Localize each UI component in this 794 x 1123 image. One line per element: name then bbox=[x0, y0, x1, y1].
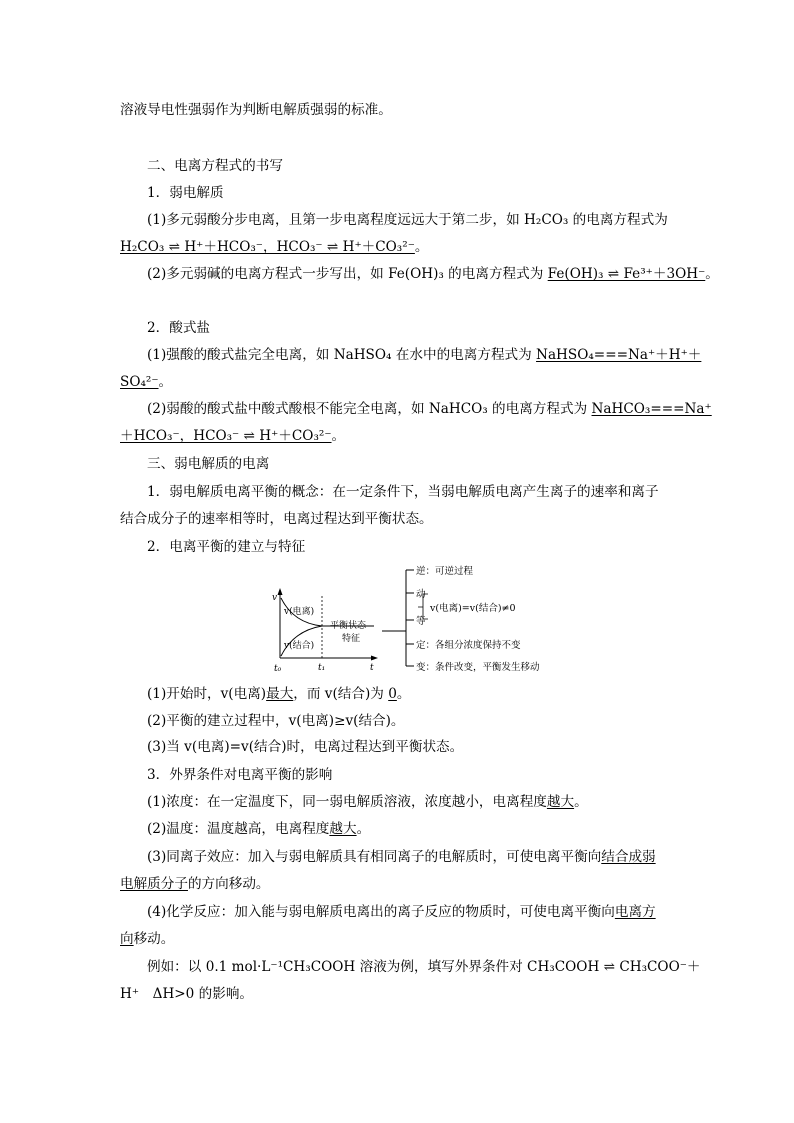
feature-fixed: 定：各组分浓度保持不变 bbox=[416, 640, 521, 651]
polyacid-equation: H₂CO₃ ⇌ H⁺＋HCO₃⁻，HCO₃⁻ ⇌ H⁺＋CO₃²⁻ bbox=[120, 239, 415, 255]
equilibrium-concept-a: 1．弱电解质电离平衡的概念：在一定条件下，当弱电解质电离产生离子的速率和离子 bbox=[147, 484, 659, 500]
acid-salt-title: 2．酸式盐 bbox=[147, 320, 211, 336]
q1-text-a: (1)开始时，v(电离) bbox=[147, 686, 267, 702]
feature-reversible: 逆：可逆过程 bbox=[416, 566, 474, 577]
c3-text-a: (3)同离子效应：加入与弱电解质具有相同离子的电解质时，可使电离平衡向 bbox=[147, 849, 602, 865]
equilibrium-diagram bbox=[270, 558, 560, 682]
nahso4-period: 。 bbox=[158, 374, 173, 390]
nahco3-equation-a: NaHCO₃===Na⁺ bbox=[591, 401, 712, 417]
q1-answer-zero: 0 bbox=[388, 686, 397, 702]
example-line: 例如：以 0.1 mol·L⁻¹CH₃COOH 溶液为例，填写外界条件对 CH₃COOH ⇌ CH₃COO⁻＋ bbox=[147, 959, 701, 975]
nahco3-equation-b: ＋HCO₃⁻，HCO₃⁻ ⇌ H⁺＋CO₃²⁻ bbox=[120, 428, 332, 444]
strong-acid-salt-text: (1)强酸的酸式盐完全电离，如 NaHSO₄ 在水中的电离方程式为 bbox=[147, 347, 537, 363]
c4-text-a: (4)化学反应：加入能与弱电解质电离出的离子反应的物质时，可使电离平衡向 bbox=[147, 904, 615, 920]
c4-answer-a: 电离方 bbox=[614, 904, 656, 920]
c1-text-a: (1)浓度：在一定温度下，同一弱电解质溶液，浓度越小，电离程度 bbox=[147, 794, 547, 810]
polyacid-equation-line bbox=[120, 237, 428, 257]
c2-answer: 越大 bbox=[329, 821, 357, 837]
c3-answer-a: 结合成弱 bbox=[601, 849, 656, 865]
c4-text-d: 移动。 bbox=[133, 931, 175, 947]
q1-answer-max: 最大 bbox=[266, 686, 294, 702]
c3-answer-b: 电解质分子 bbox=[120, 876, 188, 892]
x-axis-arrow bbox=[371, 656, 378, 661]
external-conditions-title: 3．外界条件对电离平衡的影响 bbox=[147, 767, 333, 783]
q1-period: 。 bbox=[396, 686, 411, 702]
c3-line-2 bbox=[120, 874, 270, 894]
ionization-curve-label: v(电离) bbox=[284, 607, 315, 617]
polybase-line bbox=[147, 264, 719, 284]
x-axis-label: t bbox=[370, 663, 374, 673]
polybase-text: (2)多元弱碱的电离方程式一步写出，如 Fe(OH)₃ 的电离方程式为 bbox=[147, 266, 548, 282]
nahso4-equation-a: NaHSO₄===Na⁺＋H⁺＋ bbox=[536, 347, 702, 363]
nahco3-period: 。 bbox=[331, 428, 346, 444]
c2-text-a: (2)温度：温度越高，电离程度 bbox=[147, 821, 330, 837]
c4-line bbox=[147, 902, 656, 922]
c2-period: 。 bbox=[356, 821, 371, 837]
c1-period: 。 bbox=[574, 794, 588, 810]
c3-line bbox=[147, 847, 656, 867]
strong-acid-salt-line-2 bbox=[120, 372, 172, 392]
c4-answer-b: 向 bbox=[120, 931, 134, 947]
polyacid-text: (1)多元弱酸分步电离，且第一步电离程度远远大于第二步，如 H₂CO₃ 的电离方程式为 bbox=[147, 212, 668, 228]
y-axis-label: v bbox=[272, 593, 278, 603]
polybase-equation: Fe(OH)₃ ⇌ Fe³⁺＋3OH⁻ bbox=[547, 266, 706, 282]
polybase-period: 。 bbox=[705, 266, 719, 282]
c3-text-d: 的方向移动。 bbox=[187, 876, 270, 892]
c2-line bbox=[147, 819, 370, 839]
nahso4-equation-b: SO₄²⁻ bbox=[120, 374, 159, 390]
feature-brace bbox=[406, 570, 414, 666]
q2-line: (2)平衡的建立过程中，v(电离)≥v(结合)。 bbox=[147, 713, 405, 729]
equilibrium-concept-b: 结合成分子的速率相等时，电离过程达到平衡状态。 bbox=[120, 511, 433, 527]
y-axis-arrow bbox=[278, 588, 283, 595]
c4-line-2 bbox=[120, 929, 174, 949]
section-2-heading: 二、电离方程式的书写 bbox=[147, 158, 283, 174]
feature-dynamic: 动 bbox=[416, 589, 426, 600]
feature-change: 变：条件改变，平衡发生移动 bbox=[416, 662, 540, 673]
strong-acid-salt-line bbox=[147, 345, 701, 365]
c1-line bbox=[147, 792, 588, 812]
combination-curve-label: v(结合) bbox=[284, 641, 315, 651]
q1-line bbox=[147, 684, 410, 704]
equilibrium-state-label: 平衡状态 bbox=[330, 621, 367, 631]
features-label: 特征 bbox=[342, 634, 361, 644]
weak-acid-salt-line-2 bbox=[120, 426, 345, 446]
t1-label: t₁ bbox=[318, 663, 326, 673]
q3-line: (3)当 v(电离)=v(结合)时，电离过程达到平衡状态。 bbox=[147, 739, 464, 755]
equilibrium-features-title: 2．电离平衡的建立与特征 bbox=[147, 539, 306, 555]
q1-text-c: ，而 v(结合)为 bbox=[293, 686, 389, 702]
weak-acid-salt-line bbox=[147, 399, 712, 419]
weak-electrolyte-title: 1．弱电解质 bbox=[147, 185, 224, 201]
t0-label: t₀ bbox=[274, 664, 282, 674]
example-line-2: H⁺ ΔH>0 的影响。 bbox=[120, 986, 254, 1002]
intro-line: 溶液导电性强弱作为判断电解质强弱的标准。 bbox=[120, 102, 392, 118]
section-3-heading: 三、弱电解质的电离 bbox=[147, 456, 270, 472]
c1-answer: 越大 bbox=[546, 794, 575, 810]
feature-equal: 等 bbox=[416, 616, 426, 627]
weak-acid-salt-text: (2)弱酸的酸式盐中酸式酸根不能完全电离，如 NaHCO₃ 的电离方程式为 bbox=[147, 401, 592, 417]
feature-rate-condition: v(电离)=v(结合)≠0 bbox=[430, 603, 516, 614]
polyacid-period: 。 bbox=[414, 239, 429, 255]
